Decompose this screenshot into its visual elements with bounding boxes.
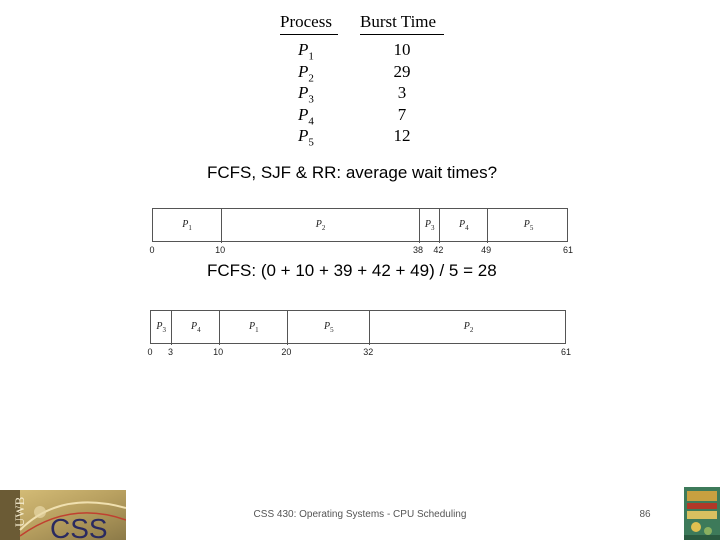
page-number: 86 bbox=[639, 509, 651, 520]
segment-label: $P_4$ bbox=[191, 321, 201, 334]
logo-side-text: UWB bbox=[12, 496, 27, 527]
gantt-segment bbox=[171, 311, 219, 345]
process-row bbox=[270, 126, 460, 148]
gantt-segment bbox=[151, 311, 171, 345]
segment-label: $P_2$ bbox=[315, 219, 326, 232]
segment-label: $P_2$ bbox=[463, 321, 474, 334]
header-burst-time: Burst Time bbox=[360, 12, 437, 31]
gantt-segment bbox=[219, 311, 287, 345]
segment-label: $P_3$ bbox=[156, 321, 167, 334]
footer-course-title: CSS 430: Operating Systems - CPU Scheduling bbox=[253, 509, 467, 520]
gantt-tick-label: 10 bbox=[215, 245, 226, 255]
process-name: $P_1$ bbox=[298, 40, 314, 63]
gantt-segment bbox=[153, 209, 221, 243]
header-underline bbox=[360, 34, 444, 35]
book-cover-image bbox=[684, 487, 720, 540]
gantt-segment bbox=[287, 311, 369, 345]
segment-label: $P_5$ bbox=[324, 321, 334, 334]
gantt-bar bbox=[150, 310, 566, 344]
gantt-tick-label: 0 bbox=[147, 347, 153, 357]
gantt-chart-sjf bbox=[147, 310, 572, 360]
burst-time-value: 10 bbox=[393, 40, 411, 59]
burst-time-value: 12 bbox=[393, 126, 411, 146]
fcfs-formula: FCFS: (0 + 10 + 39 + 42 + 49) / 5 = 28 bbox=[207, 261, 497, 280]
segment-label: $P_3$ bbox=[424, 219, 435, 232]
process-name: $P_4$ bbox=[298, 104, 314, 128]
logo-text: CSS bbox=[50, 513, 108, 540]
gantt-tick-label: 3 bbox=[167, 347, 173, 357]
gantt-tick-label: 61 bbox=[562, 245, 574, 255]
gantt-bar bbox=[152, 208, 568, 242]
burst-time-value: 7 bbox=[397, 104, 407, 124]
gantt-segment bbox=[369, 311, 567, 345]
question-text: FCFS, SJF & RR: average wait times? bbox=[207, 163, 498, 182]
gantt-tick-label: 42 bbox=[433, 245, 444, 255]
segment-label: $P_5$ bbox=[523, 219, 534, 232]
gantt-tick-label: 10 bbox=[213, 347, 224, 357]
process-name: $P_5$ bbox=[298, 126, 314, 149]
gantt-tick-label: 38 bbox=[412, 245, 423, 255]
gantt-tick-label: 49 bbox=[481, 245, 492, 255]
gantt-tick-label: 20 bbox=[281, 347, 292, 357]
process-row bbox=[270, 62, 460, 84]
gantt-segment bbox=[439, 209, 487, 243]
gantt-tick-label: 0 bbox=[149, 245, 155, 255]
process-row bbox=[270, 83, 460, 105]
gantt-tick-label: 32 bbox=[363, 347, 374, 357]
process-row bbox=[270, 40, 460, 62]
segment-label: $P_1$ bbox=[182, 219, 192, 232]
gantt-segment bbox=[221, 209, 419, 243]
process-name: $P_2$ bbox=[298, 61, 314, 84]
process-name: $P_3$ bbox=[298, 83, 314, 106]
process-row bbox=[270, 105, 460, 127]
segment-label: $P_4$ bbox=[458, 219, 469, 232]
gantt-chart-fcfs bbox=[149, 208, 574, 258]
gantt-segment bbox=[487, 209, 569, 243]
process-table bbox=[270, 10, 460, 150]
burst-time-value: 3 bbox=[397, 83, 407, 103]
gantt-tick-label: 61 bbox=[560, 347, 572, 357]
segment-label: $P_1$ bbox=[248, 321, 259, 334]
gantt-segment bbox=[419, 209, 439, 243]
header-process: Process bbox=[280, 12, 332, 31]
burst-time-value: 29 bbox=[393, 61, 411, 81]
header-underline bbox=[280, 34, 338, 35]
